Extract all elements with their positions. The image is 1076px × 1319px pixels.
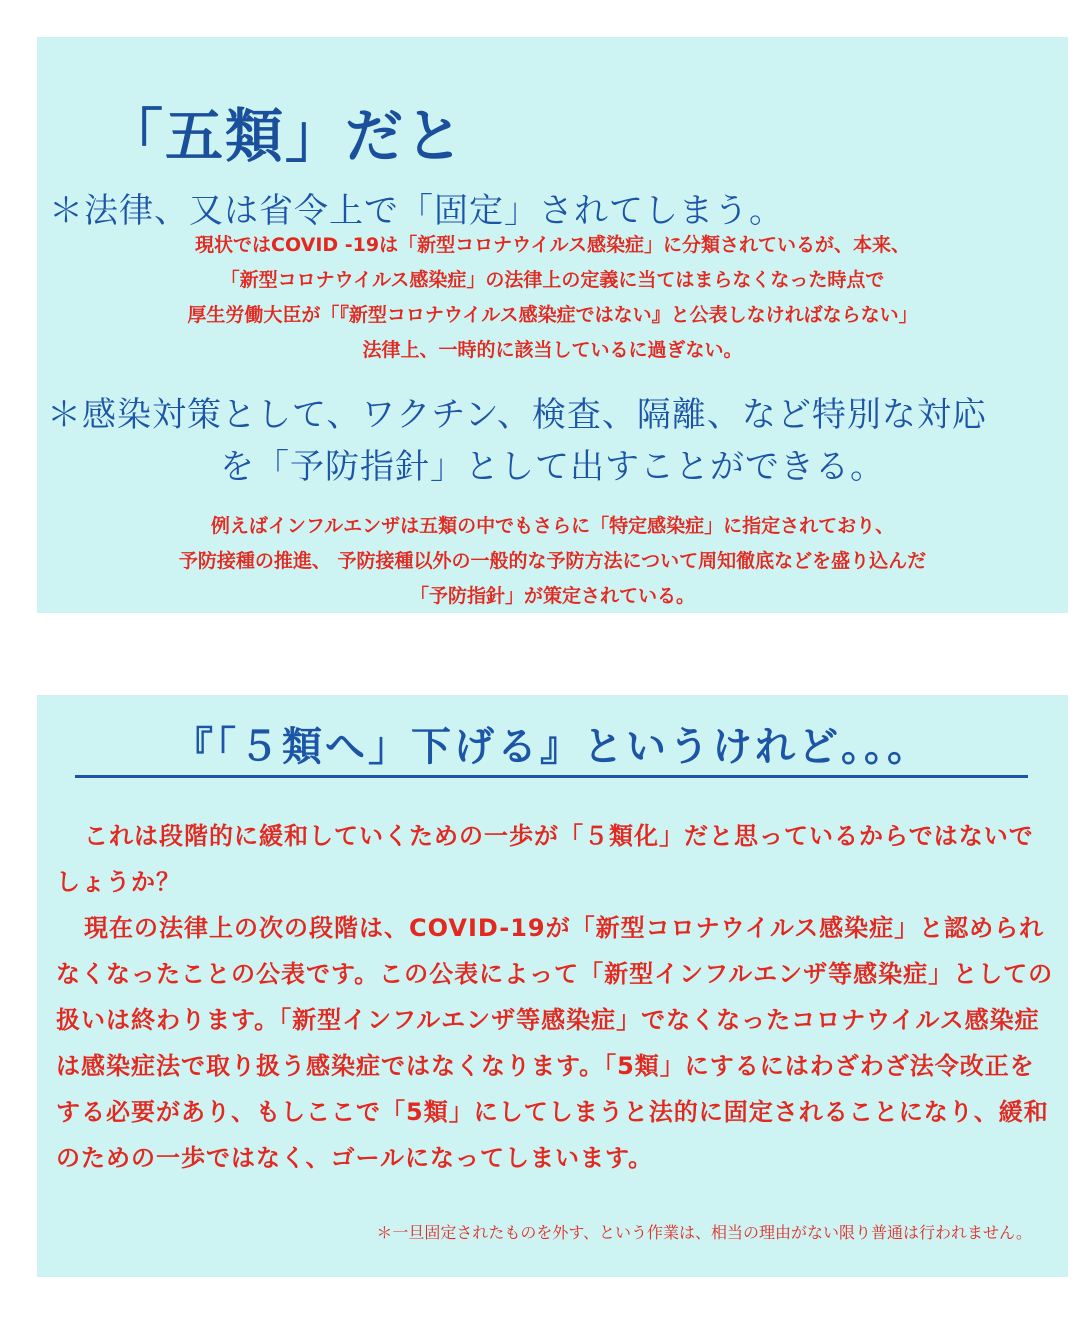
- section-card-downgrade: [37, 695, 1068, 1277]
- note-line: 「予防指針」が策定されている。: [409, 585, 695, 607]
- note-line: 例えばインフルエンザは五類の中でもさらに「特定感染症」に指定されており、: [210, 515, 895, 537]
- footnote: ＊一旦固定されたものを外す、という作業は、相当の理由がない限り普通は行われません。: [376, 1223, 1032, 1242]
- note-influenza-example: [37, 509, 1068, 614]
- note-line: 予防接種の推進、 予防接種以外の一般的な予防方法について周知徹底などを盛り込んだ: [178, 550, 927, 572]
- note-line: 法律上、一時的に該当しているに過ぎない。: [362, 339, 743, 361]
- section-title: 『「５類へ」下げる』というけれど。。。: [75, 721, 1028, 778]
- point-prevention-guideline-line1: ＊感染対策として、ワクチン、検査、隔離、など特別な対応: [47, 395, 987, 435]
- point-prevention-guideline-line2: を「予防指針」として出すことができる。: [220, 447, 885, 487]
- paragraph: 現在の法律上の次の段階は、COVID-19が「新型コロナウイルス感染症」と認められなくなったことの公表です。この公表によって「新型インフルエンザ等感染症」としての扱いは終わります。「新型インフルエンザ等感染症」でなくなったコロナウイルス感染症は感染症法で取り扱う感染症ではなくなります。「5類」にするにはわざわざ法令改正をする必要があり、もしここで「5類」にしてしまうと法的に固定されることになり、緩和のための一歩ではなく、ゴールになってしまいます。: [56, 914, 1054, 1172]
- body-text: [56, 813, 1056, 1181]
- note-line: 厚生労働大臣が「『新型コロナウイルス感染症ではない』と公表しなければならない」: [187, 304, 918, 326]
- section-title: 「五類」だと: [105, 102, 466, 170]
- paragraph: これは段階的に緩和していくための一歩が「５類化」だと思っているからではないでしょうか？: [56, 822, 1034, 896]
- note-line: 「新型コロナウイルス感染症」の法律上の定義に当てはまらなくなった時点で: [220, 269, 885, 291]
- section-card-five-class: [37, 37, 1068, 613]
- note-line: 現状ではCOVID -19は「新型コロナウイルス感染症」に分類されているが、本来、: [195, 234, 910, 256]
- note-covid-classification: [37, 228, 1068, 368]
- point-fixed-by-law: ＊法律、又は省令上で「固定」されてしまう。: [49, 191, 784, 231]
